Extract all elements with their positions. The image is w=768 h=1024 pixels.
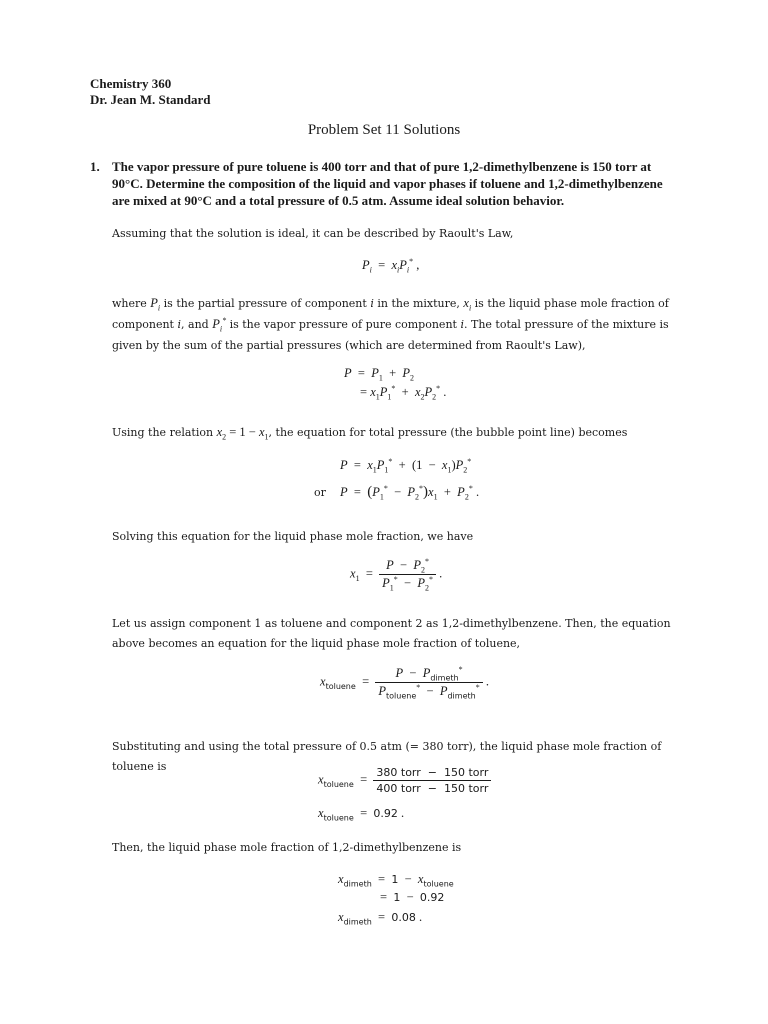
- equation-total-pressure: $P = P_1 + P_2$: [344, 366, 415, 383]
- equation-x-toluene-result: $x_{toluene} = 0.92$ .: [318, 806, 405, 823]
- equation-x-dimeth-result: $x_{dimeth} = 0.08$ .: [338, 910, 423, 927]
- equation-bubble-point-rearranged: $P = (P_1^* - P_2^*)x_1 + P_2^*$ .: [340, 483, 480, 502]
- equation-x-toluene: $x_{toluene}$ = $\frac{P - P_{dimeth}^*}{P_{toluene}^* - P_{dimeth}^*}$ .: [320, 664, 489, 701]
- page-title: Problem Set 11 Solutions: [307, 122, 461, 138]
- paragraph-solving: Solving this equation for the liquid phase mole fraction, we have: [112, 530, 474, 543]
- equation-bubble-point: $P = x_1P_1^* + (1 - x_1)P_2^*$: [340, 456, 472, 475]
- paragraph-relation: Using the relation $x_2 = 1 - x_1$, the equation for total pressure (the bubble point line) becomes: [112, 425, 628, 442]
- course-name: Chemistry 360: [90, 76, 172, 91]
- paragraph-definitions: where $P_i$ is the partial pressure of component i in the mixture, $x_i$ is the liquid phase mole fraction of component i, and $P_i^*$ is the vapor pressure of pure component i. The total pressure of the mixture is given by the sum of the partial pressures (which are determined from Raoult's Law),: [112, 296, 669, 352]
- paragraph-assign-components: Let us assign component 1 as toluene and component 2 as 1,2-dimethylbenzene. Then, the equation above becomes an equation for the liquid phase mole fraction of toluene,: [112, 617, 671, 650]
- equation-raoult-law: $P_i = x_iP_i^*$ ,: [362, 256, 420, 275]
- equation-x-toluene-numeric: $x_{toluene}$ = $\frac{\text{380 torr − 150 torr}}{\text{400 torr − 150 torr}}$: [318, 766, 491, 795]
- or-label: or: [314, 486, 326, 499]
- equation-x-dimeth: $x_{dimeth} = 1 - x_{toluene}$: [338, 872, 454, 889]
- equation-x1: $x_1$ = $\frac{P - P_2^*}{P_1^* - P_2^*}$ .: [350, 556, 443, 593]
- paragraph-raoult-intro: Assuming that the solution is ideal, it can be described by Raoult's Law,: [112, 227, 514, 240]
- equation-x-dimeth-step: = 1 − 0.92: [380, 890, 445, 904]
- problem-number: 1.: [90, 159, 100, 174]
- equation-total-pressure-raoult: = $x_1P_1^* + x_2P_2^*$ .: [360, 383, 447, 402]
- paragraph-substituting: Substituting and using the total pressure of 0.5 atm (= 380 torr), the liquid phase mole fraction of toluene is: [112, 740, 662, 773]
- problem-statement: The vapor pressure of pure toluene is 400 torr and that of pure 1,2-dimethylbenzene is 150 torr at 90°C. Determine the composition of the liquid and vapor phases if toluene and 1,2-dimethylbenzene are mixed at 90°C and a total pressure of 0.5 atm. Assume ideal solution behavior.: [112, 159, 663, 208]
- instructor-name: Dr. Jean M. Standard: [90, 92, 211, 107]
- paragraph-dimeth-fraction: Then, the liquid phase mole fraction of 1,2-dimethylbenzene is: [112, 841, 462, 854]
